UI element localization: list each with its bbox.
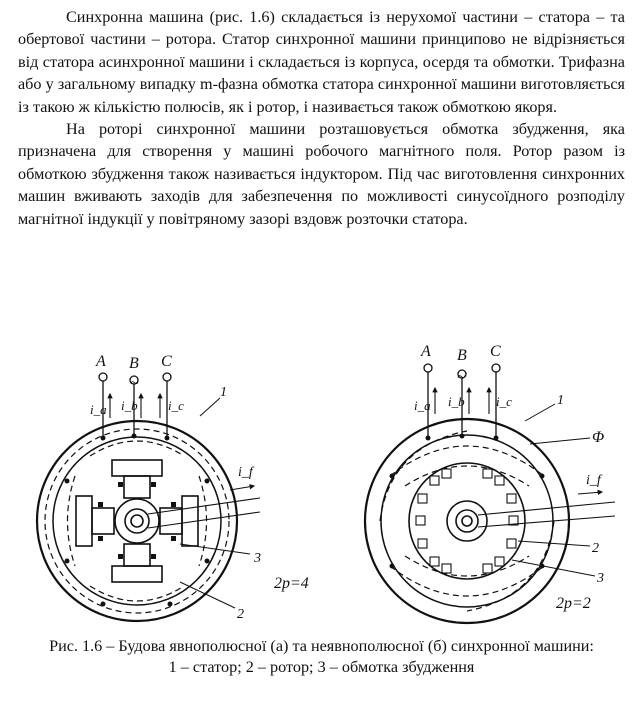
figure-drawing xyxy=(30,326,630,636)
field-winding-right xyxy=(416,469,518,573)
terminal-B-right: B xyxy=(457,347,467,364)
flux-lines-left xyxy=(45,429,229,613)
tilde-left: ~ xyxy=(130,375,139,392)
flux-lines-right xyxy=(380,431,554,611)
caption-line-1: Рис. 1.6 – Будова явнополюсної (а) та неявнополюсної (б) синхронної машини: xyxy=(49,637,594,655)
terminal-C-right: C xyxy=(490,343,501,360)
terminal-A-right: A xyxy=(421,343,431,360)
terminal-A-left: A xyxy=(96,353,106,370)
callout-1-left: 1 xyxy=(220,385,227,400)
field-winding-left xyxy=(98,482,176,559)
current-a-left: i_a xyxy=(90,402,107,417)
field-current-left: i_f xyxy=(238,465,253,480)
non-salient-pole-machine xyxy=(365,364,615,623)
figure-synchronous-machines xyxy=(30,326,630,636)
current-a-right: i_a xyxy=(414,398,431,413)
current-c-right: i_c xyxy=(496,394,512,409)
poles-left: 2p=4 xyxy=(274,575,309,592)
paragraph-2: На роторі синхронної машини розташовується обмотка збудження, яка призначена для створення у машині робочого магнітного поля. Ротор разом із обмоткою збудження також називається індуктором. Під час виготовлення синхронних машин вживають заходів для забезпечення по можливості синусоїдного розподілу магнітної індукції у повітряному зазорі вздовж розточки статора. xyxy=(18,120,625,228)
terminal-B-left: B xyxy=(129,355,139,372)
paragraph-1: Синхронна машина (рис. 1.6) складається із нерухомої частини – статора – та обертової частини – ротора. Статор синхронної машини принципово не відрізняється від статора асинхронної машини і складається із корпуса, осердя та обмотки. Трифазна або у загальному випадку m-фазна обмотка статора синхронної машини виготовляється із такою ж кількістю полюсів, як і ротор, і називається також обмоткою якоря. xyxy=(18,8,625,116)
current-b-right: i_b xyxy=(448,394,465,409)
callout-1-right: 1 xyxy=(557,393,564,408)
body-text xyxy=(18,6,625,230)
callout-3-left: 3 xyxy=(254,551,261,566)
figure-caption xyxy=(0,636,643,678)
field-current-right: i_f xyxy=(586,473,601,488)
poles-right: 2p=2 xyxy=(556,595,591,612)
terminal-C-left: C xyxy=(161,353,172,370)
current-b-left: i_b xyxy=(121,398,138,413)
callout-3-right: 3 xyxy=(597,571,604,586)
rotor-left xyxy=(76,460,198,582)
callout-2-left: 2 xyxy=(237,607,244,622)
stator-right xyxy=(365,419,569,623)
salient-pole-machine xyxy=(37,373,260,621)
tilde-right: ~ xyxy=(457,369,466,386)
callout-2-right: 2 xyxy=(592,541,599,556)
rotor-right xyxy=(409,463,525,579)
current-c-left: i_c xyxy=(168,398,184,413)
caption-line-2: 1 – статор; 2 – ротор; 3 – обмотка збудження xyxy=(168,658,475,676)
flux-right: Φ xyxy=(592,429,605,446)
